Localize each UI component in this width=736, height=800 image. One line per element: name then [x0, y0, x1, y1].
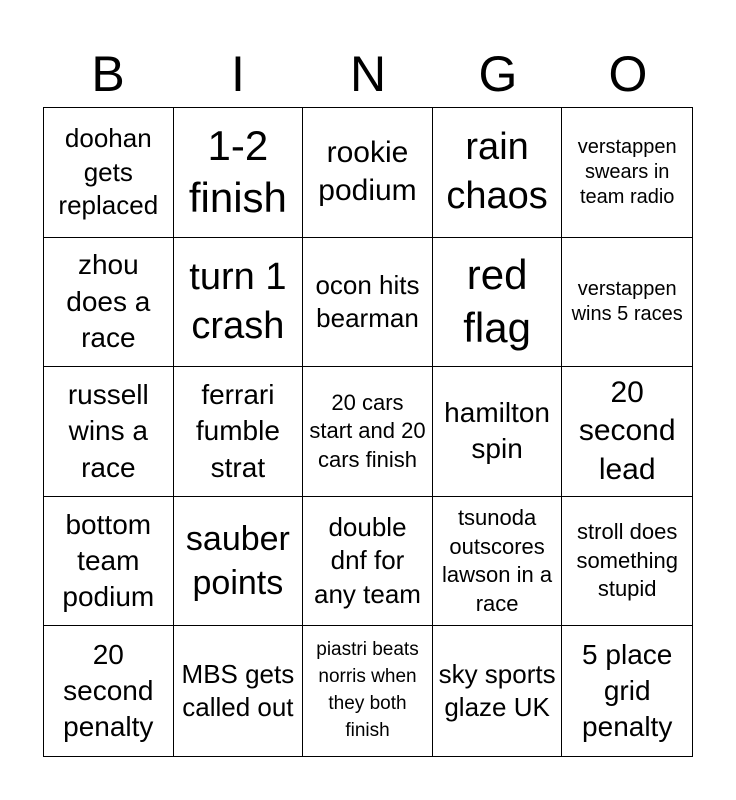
bingo-cell-r5c4[interactable]: sky sports glaze UK: [433, 626, 563, 756]
bingo-header: [43, 40, 693, 108]
header-letter-g: G: [478, 46, 518, 102]
bingo-cell-r5c2[interactable]: MBS gets called out: [174, 626, 304, 756]
bingo-cell-r3c1[interactable]: russell wins a race: [44, 367, 174, 497]
bingo-cell-r5c3[interactable]: piastri beats norris when they both finish: [303, 626, 433, 756]
bingo-cell-r4c3[interactable]: double dnf for any team: [303, 497, 433, 627]
bingo-cell-r1c3[interactable]: rookie podium: [303, 108, 433, 238]
bingo-cell-r3c3[interactable]: 20 cars start and 20 cars finish: [303, 367, 433, 497]
header-letter-i: I: [231, 46, 245, 102]
header-letter-o: O: [608, 46, 648, 102]
bingo-cell-r2c3[interactable]: ocon hits bearman: [303, 238, 433, 368]
bingo-cell-r2c4[interactable]: red flag: [433, 238, 563, 368]
header-letter-b: B: [91, 46, 125, 102]
bingo-cell-r2c1[interactable]: zhou does a race: [44, 238, 174, 368]
bingo-grid: [43, 107, 693, 757]
bingo-cell-r1c1[interactable]: doohan gets replaced: [44, 108, 174, 238]
bingo-cell-r5c5[interactable]: 5 place grid penalty: [582, 638, 673, 743]
bingo-cell-r1c5[interactable]: verstappen swears in team radio: [562, 108, 692, 238]
bingo-cell-r1c4[interactable]: rain chaos: [433, 108, 563, 238]
bingo-cell-r4c2[interactable]: sauber points: [174, 497, 304, 627]
bingo-cell-r4c1[interactable]: bottom team podium: [44, 497, 174, 627]
bingo-cell-r2c5[interactable]: verstappen wins 5 races: [562, 238, 692, 368]
bingo-cell-r5c1[interactable]: 20 second penalty: [44, 626, 174, 756]
bingo-cell-r4c5[interactable]: stroll does something stupid: [562, 497, 692, 627]
bingo-cell-r1c2[interactable]: 1-2 finish: [174, 108, 304, 238]
bingo-cell-r3c2[interactable]: ferrari fumble strat: [174, 367, 304, 497]
bingo-cell-r3c5[interactable]: 20 second lead: [562, 367, 692, 497]
bingo-cell-r3c4[interactable]: hamilton spin: [433, 367, 563, 497]
header-letter-n: N: [349, 46, 387, 102]
bingo-cell-r2c2[interactable]: turn 1 crash: [174, 238, 304, 368]
bingo-cell-r4c4[interactable]: tsunoda outscores lawson in a race: [433, 497, 563, 627]
